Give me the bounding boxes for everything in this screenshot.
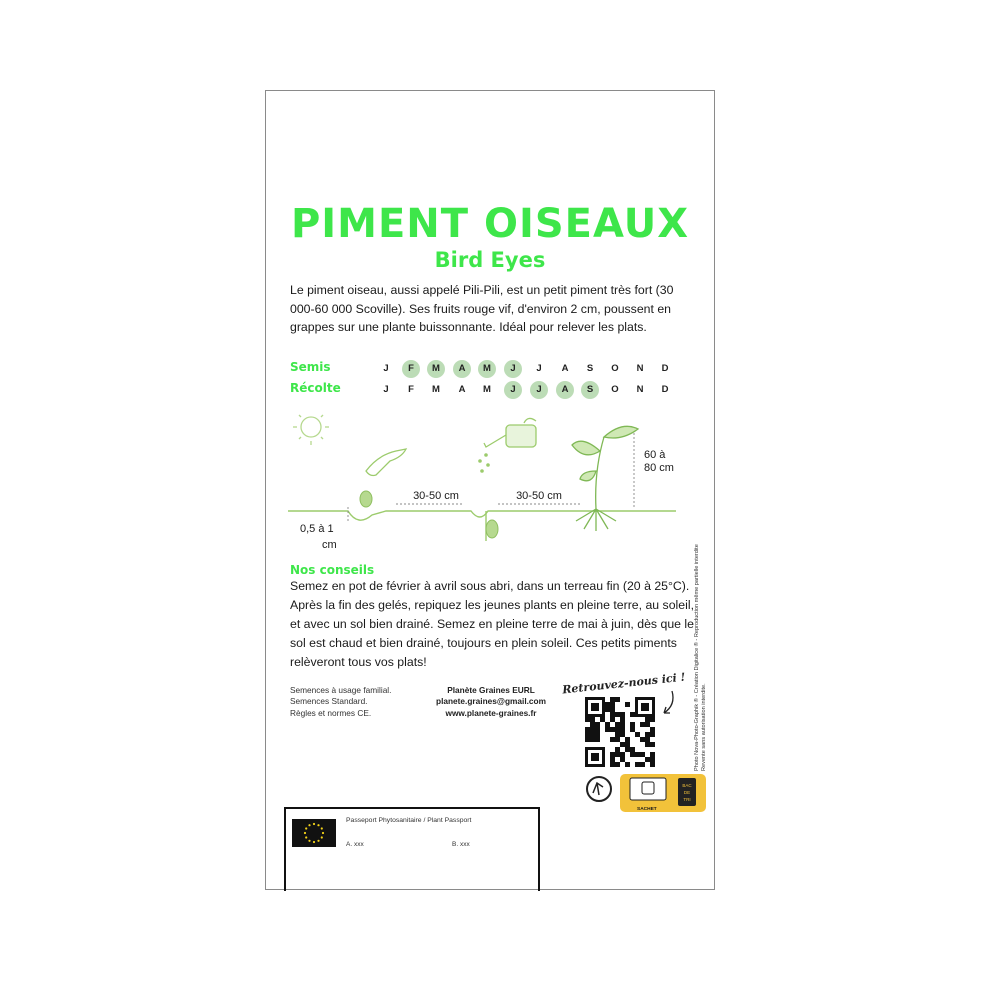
svg-text:BAC: BAC <box>682 783 692 788</box>
depth-label-2: cm <box>322 539 337 551</box>
height-label-1: 60 à <box>644 449 666 461</box>
calendar-month: J <box>504 360 522 378</box>
legal-line: Règles et normes CE. <box>290 707 372 718</box>
calendar-month: A <box>458 384 466 395</box>
sachet-label: SACHET <box>637 807 657 812</box>
planting-illustration <box>266 411 716 571</box>
calendar-month: A <box>561 363 569 374</box>
intro-text: Le piment oiseau, aussi appelé Pili-Pili, est un petit piment très fort (30 000-60 000 Scoville). Ses fruits rouge vif, d'environ 2 cm, poussent en grappes sur une plante buissonnante. Idéal pour relever les plats. <box>290 283 674 335</box>
calendar-month: J <box>536 363 542 374</box>
title-block <box>266 201 714 273</box>
product-subtitle: Bird Eyes <box>434 248 546 272</box>
passport-title: Passeport Phytosanitaire / Plant Passport <box>346 817 472 824</box>
company-email[interactable]: planete.graines@gmail.com <box>436 696 546 707</box>
calendar-month: A <box>453 360 471 378</box>
calendar-month: M <box>483 384 491 395</box>
svg-text:TRI: TRI <box>683 797 691 802</box>
calendar-month: N <box>636 363 644 374</box>
sun-icon <box>293 411 329 445</box>
calendar-month: M <box>427 360 445 378</box>
calendar-row-label: Semis <box>290 360 331 374</box>
sowing-calendar <box>290 358 700 400</box>
spacing-label-1: 30-50 cm <box>413 490 459 502</box>
sachet-recycling-icon <box>620 774 706 812</box>
plant-passport <box>284 807 540 891</box>
calendar-month: J <box>504 381 522 399</box>
company-website[interactable]: www.planete-graines.fr <box>445 707 537 718</box>
height-label-2: 80 cm <box>644 462 674 474</box>
watering-can-icon <box>484 418 536 447</box>
legal-line: Semences à usage familial. <box>290 685 392 695</box>
company-info <box>416 685 566 719</box>
copyright-line: Photo Nova-Photo-Graphik ® - Création Digitalice ® - Reproduction même partielle interdite <box>694 544 700 771</box>
seed-icon <box>360 491 372 507</box>
advice-text: Semez en pot de février à avril sous abri, dans un terreau fin (20 à 25°C). Après la fin des gelés, repiquez les jeunes plants en pleine terre, au soleil, et avec un sol bien drainé. Semez en pleine terre de mai à juin, dès que le sol est chaud et bien drainé, toujours en plein soleil. Ces petits piments relèveront tous vos plats! <box>290 579 694 669</box>
legal-notice <box>290 685 391 719</box>
triman-icon <box>585 773 613 807</box>
qr-code[interactable] <box>585 697 655 767</box>
calendar-month: J <box>530 381 548 399</box>
legal-line: Semences Standard. <box>290 696 368 707</box>
copyright-note <box>694 471 708 771</box>
passport-a: A. xxx <box>346 841 364 848</box>
calendar-month: D <box>661 384 669 395</box>
calendar-month: S <box>586 363 594 374</box>
plant-icon <box>572 426 638 531</box>
seed-packet <box>265 90 715 890</box>
spacing-label-2: 30-50 cm <box>516 490 562 502</box>
calendar-month: F <box>408 384 414 395</box>
calendar-row <box>290 379 700 400</box>
calendar-month: J <box>383 363 389 374</box>
advice-title: Nos conseils <box>290 563 375 577</box>
find-us-label: Retrouvez-nous ici ! <box>561 670 686 697</box>
sprout-icon <box>486 511 498 541</box>
copyright-line: Revente sans autorisation interdite. <box>701 683 707 771</box>
calendar-month: O <box>611 363 619 374</box>
calendar-month: A <box>556 381 574 399</box>
calendar-month: J <box>383 384 389 395</box>
calendar-month: O <box>611 384 619 395</box>
product-title: PIMENT OISEAUX <box>290 201 690 247</box>
calendar-month: N <box>636 384 644 395</box>
calendar-month: F <box>402 360 420 378</box>
calendar-row-label: Récolte <box>290 381 341 395</box>
passport-b: B. xxx <box>452 841 470 848</box>
depth-label-1: 0,5 à 1 <box>300 523 334 535</box>
hand-icon <box>366 449 406 476</box>
svg-text:DE: DE <box>683 790 691 795</box>
calendar-row <box>290 358 700 379</box>
calendar-month: S <box>581 381 599 399</box>
company-name: Planète Graines EURL <box>447 685 535 695</box>
eu-flag-icon <box>292 819 336 847</box>
calendar-month: M <box>432 384 440 395</box>
calendar-month: D <box>661 363 669 374</box>
arrow-icon <box>658 689 680 719</box>
calendar-month: M <box>478 360 496 378</box>
